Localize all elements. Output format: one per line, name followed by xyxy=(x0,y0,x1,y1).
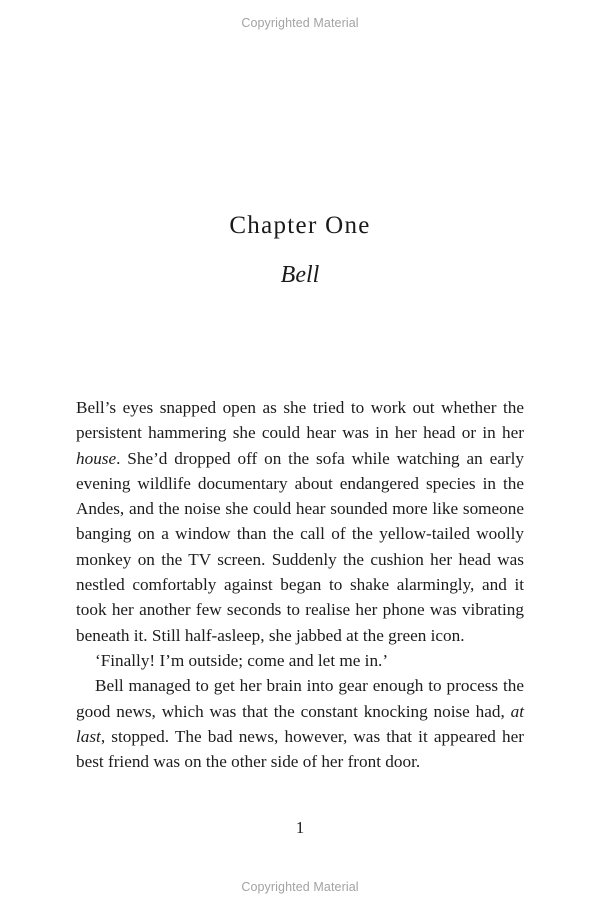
paragraph-3 xyxy=(76,673,524,774)
paragraph-1-text-c: . She’d dropped off on the sofa while watching an early evening wildlife documentary about endangered species in the Andes, and the noise she could hear sounded more like someone banging on a window than the call of the yellow-tailed woolly monkey on the TV screen. Suddenly the cushion her head was nestled comfortably against began to shake alarmingly, and it took her another few seconds to realise her phone was vibrating beneath it. Still half-asleep, she jabbed at the green icon. xyxy=(76,448,524,645)
paragraph-3-emphasis: at last xyxy=(76,701,524,746)
copyright-watermark-top: Copyrighted Material xyxy=(241,16,359,30)
paragraph-3-text-c: , stopped. The bad news, however, was that it appeared her best friend was on the other side of her front door. xyxy=(76,726,524,772)
chapter-body xyxy=(76,395,524,774)
paragraph-2: ‘Finally! I’m outside; come and let me in.’ xyxy=(95,650,389,670)
copyright-watermark-bottom: Copyrighted Material xyxy=(241,880,359,894)
paragraph-1-emphasis: house xyxy=(76,448,117,468)
paragraph-1 xyxy=(76,395,524,648)
paragraph-3-text-a: Bell managed to get her brain into gear enough to process the good news, which was that the constant knocking noise had, xyxy=(76,676,524,721)
page-number: 1 xyxy=(295,818,305,837)
chapter-title: Chapter One xyxy=(229,212,371,239)
chapter-subtitle: Bell xyxy=(280,262,320,288)
paragraph-1-text-a: Bell’s eyes snapped open as she tried to work out whether the persistent hammering she could hear was in her head or in her xyxy=(76,398,524,443)
